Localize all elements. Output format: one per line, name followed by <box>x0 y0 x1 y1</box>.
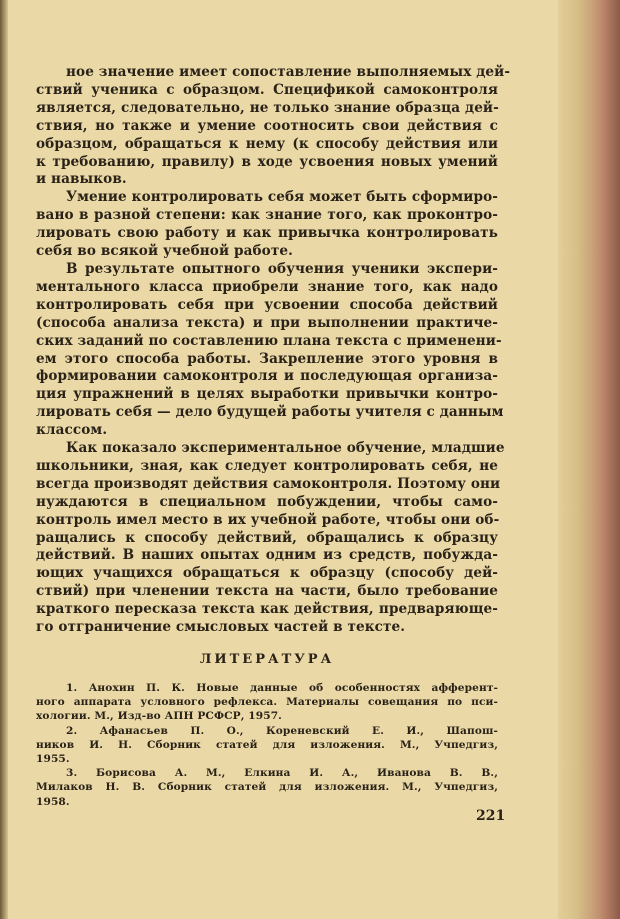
text-line: и навыков. <box>36 171 127 188</box>
text-line: краткого пересказа текста как действия, предваряюще- <box>36 601 498 618</box>
text-line: 1958. <box>36 795 70 808</box>
text-line: 1. Анохин П. К. Новые данные об особенностях афферент- <box>66 682 498 694</box>
text-line: 2. Афанасьев П. О., Кореневский Е. И., Шапош- <box>66 724 498 737</box>
text-line: себя во всякой учебной работе. <box>36 243 293 260</box>
text-line: ное значение имеет сопоставление выполняемых дей- <box>66 64 511 80</box>
paragraph <box>36 64 511 189</box>
paragraph <box>36 440 505 637</box>
text-line: нуждаются в специальном побуждении, чтобы само- <box>36 493 498 510</box>
text-line: Как показало экспериментальное обучение, младшие <box>66 440 505 457</box>
text-line: является, следовательно, не только знание образца дей- <box>36 99 499 116</box>
text-line: го отграничение смысловых частей в тексте. <box>36 619 406 636</box>
text-line: ствий) при членении текста на части, было требование <box>36 583 498 600</box>
text-line: 3. Борисова А. М., Елкина И. А., Иванова В. В., <box>66 767 498 780</box>
text-line: ментального класса приобрели знание того, как надо <box>36 278 498 295</box>
paragraph <box>36 260 504 440</box>
text-line: классом. <box>36 422 108 439</box>
paragraph <box>36 189 498 261</box>
text-line: В результате опытного обучения ученики экспери- <box>66 260 498 277</box>
page-number: 221 <box>476 808 506 824</box>
text-line: к требованию, правилу) в ходе усвоения новых умений <box>36 153 498 170</box>
text-line: ствия, но также и умение соотносить свои действия с <box>36 117 498 134</box>
text-line: ющих учащихся обращаться к образцу (способу дей- <box>36 565 498 582</box>
text-line: лировать себя — дело будущей работы учителя с данным <box>36 404 504 421</box>
page-edge <box>558 0 620 919</box>
text-line: 1955. <box>36 753 70 766</box>
text-line: ников И. Н. Сборник статей для изложения. М., Учпедгиз, <box>36 738 498 751</box>
book-spine-shadow <box>0 0 8 919</box>
text-line: ских заданий по составлению плана текста с применени- <box>36 332 502 349</box>
reference-list <box>36 681 498 809</box>
body-text <box>36 64 511 637</box>
text-line: ствий ученика с образцом. Спецификой самоконтроля <box>36 81 498 98</box>
text-line: ция упражнений в целях выработки привычки контро- <box>36 386 498 403</box>
text-line: образцом, обращаться к нему (к способу действия или <box>36 135 498 152</box>
text-line: (способа анализа текста) и при выполнении практиче- <box>36 314 498 331</box>
text-line: ем этого способа работы. Закрепление этого уровня в <box>36 350 498 367</box>
literature-heading: ЛИТЕРАТУРА <box>199 652 335 667</box>
text-line: школьники, зная, как следует контролировать себя, не <box>36 457 498 474</box>
text-line: лировать свою работу и как привычка контролировать <box>36 225 498 242</box>
reference <box>36 766 498 809</box>
text-line: контролировать себя при усвоении способа действий <box>36 296 498 313</box>
reference <box>36 724 498 767</box>
text-line: ращались к способу действий, обращались к образцу <box>36 529 498 546</box>
text-line: контроль имел место в их учебной работе, чтобы они об- <box>36 511 500 528</box>
text-line: действий. В наших опытах одним из средств, побужда- <box>36 547 498 564</box>
text-line: всегда производят действия самоконтроля. Поэтому они <box>36 475 501 492</box>
text-line: вано в разной степени: как знание того, как проконтро- <box>36 207 498 224</box>
reference <box>36 681 498 724</box>
text-line: формировании самоконтроля и последующая организа- <box>36 368 498 385</box>
text-line: Умение контролировать себя может быть сформиро- <box>66 189 498 206</box>
text-line: хологии. М., Изд-во АПН РСФСР, 1957. <box>36 710 282 723</box>
text-line: ного аппарата условного рефлекса. Материалы совещания по пси- <box>36 696 498 709</box>
text-line: Милаков Н. В. Сборник статей для изложения. М., Учпедгиз, <box>36 781 498 794</box>
